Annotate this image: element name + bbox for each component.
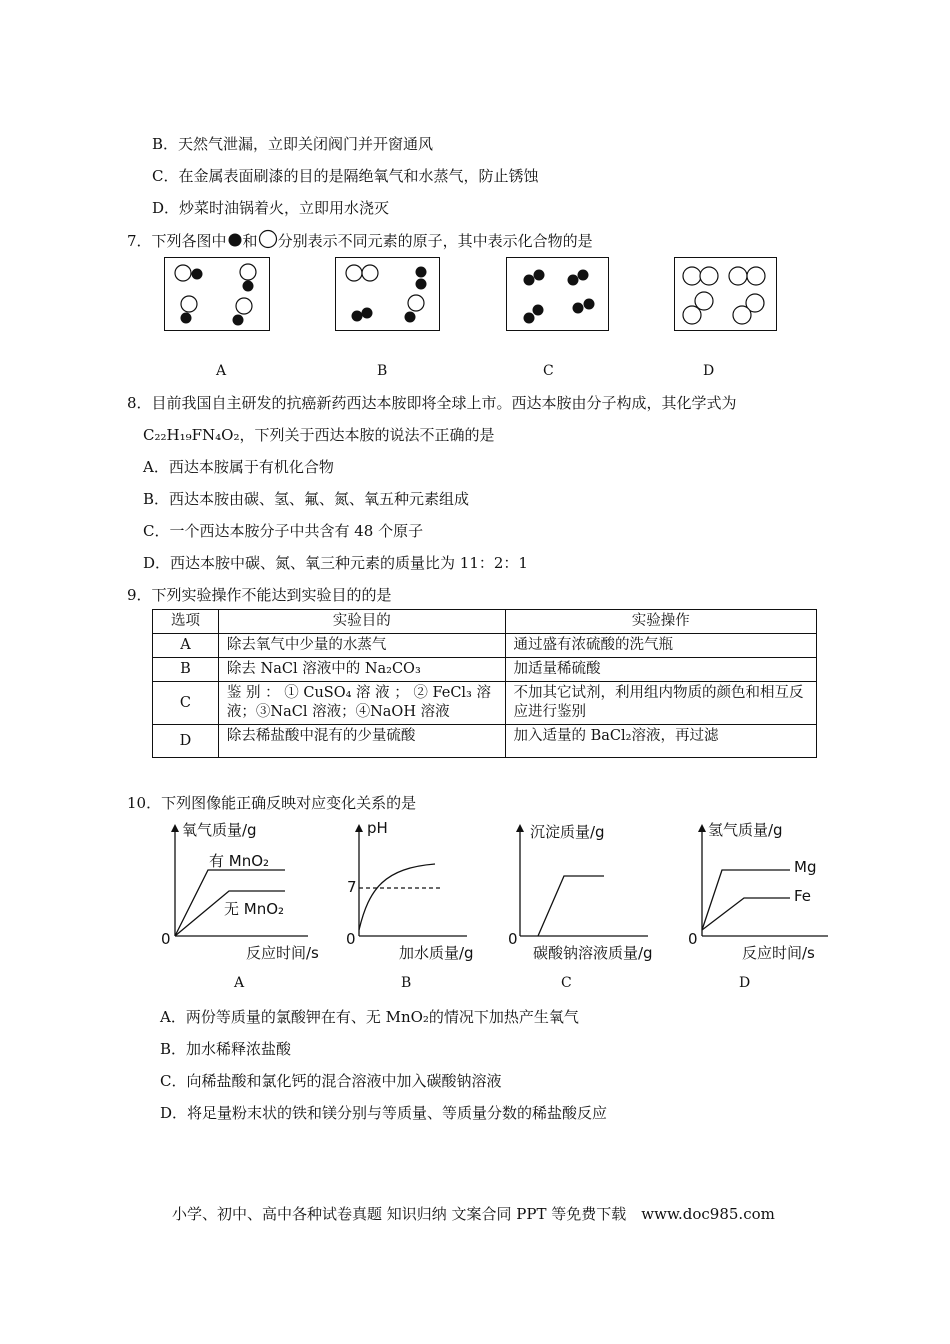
table-row xyxy=(153,725,817,758)
black-atom-icon xyxy=(227,232,243,248)
header-purpose: 实验目的 xyxy=(218,610,505,634)
q7-diagram-c xyxy=(506,257,609,331)
graph-a-xlabel: 反应时间/s xyxy=(246,944,319,962)
graph-d-letter: D xyxy=(739,975,751,991)
q7-diagram-a xyxy=(164,257,270,331)
q7-molecules-d xyxy=(675,258,776,330)
q7-molecules-a xyxy=(165,258,269,330)
row-b-purpose: 除去 NaCl 溶液中的 Na₂CO₃ xyxy=(218,658,505,682)
q6-option-b: B．天然气泄漏，立即关闭阀门并开窗通风 xyxy=(152,135,434,153)
header-option: 选项 xyxy=(153,610,219,634)
graph-c-ylabel: 沉淀质量/g xyxy=(530,823,605,841)
graph-d-line1: Mg xyxy=(794,858,817,876)
q8-option-d: D．西达本胺中碳、氮、氧三种元素的质量比为 11：2：1 xyxy=(143,554,528,572)
q6-option-c: C．在金属表面刷漆的目的是隔绝氧气和水蒸气，防止锈蚀 xyxy=(152,167,539,185)
table-header-row xyxy=(153,610,817,634)
graph-c-letter: C xyxy=(561,975,572,991)
row-d-option: D xyxy=(153,725,219,758)
graph-b-ylabel: pH xyxy=(367,819,388,837)
graph-a-letter: A xyxy=(234,975,245,991)
q7-label-d: D xyxy=(703,363,715,379)
page-footer: 小学、初中、高中各种试卷真题 知识归纳 文案合同 PPT 等免费下载 www.doc985.com xyxy=(172,1205,775,1223)
graph-d-xlabel: 反应时间/s xyxy=(742,944,815,962)
row-c-option: C xyxy=(153,682,219,725)
row-c-operation: 不加其它试剂，利用组内物质的颜色和相互反应进行鉴别 xyxy=(505,682,817,725)
graph-b-mark: 7 xyxy=(347,878,357,896)
q10-option-a: A．两份等质量的氯酸钾在有、无 MnO₂的情况下加热产生氧气 xyxy=(160,1008,579,1026)
graph-a-line2: 无 MnO₂ xyxy=(224,900,285,918)
table-row xyxy=(153,634,817,658)
graph-b-xlabel: 加水质量/g xyxy=(399,944,474,962)
row-a-operation: 通过盛有浓硫酸的洗气瓶 xyxy=(505,634,817,658)
q8-formula: C₂₂H₁₉FN₄O₂ xyxy=(143,426,240,444)
row-d-purpose: 除去稀盐酸中混有的少量硫酸 xyxy=(218,725,505,758)
graph-d-ylabel: 氢气质量/g xyxy=(708,821,783,839)
q10-option-d: D．将足量粉末状的铁和镁分别与等质量、等质量分数的稀盐酸反应 xyxy=(160,1104,608,1122)
graph-a-line1: 有 MnO₂ xyxy=(209,852,270,870)
q10-option-c: C．向稀盐酸和氯化钙的混合溶液中加入碳酸钠溶液 xyxy=(160,1072,502,1090)
row-c-purpose: 鉴 别 ： ① CuSO₄ 溶 液 ； ② FeCl₃ 溶液；③NaCl 溶液；④NaOH 溶液 xyxy=(218,682,505,725)
row-d-operation: 加入适量的 BaCl₂溶液，再过滤 xyxy=(505,725,817,758)
q7-stem-end: 分别表示不同元素的原子，其中表示化合物的是 xyxy=(277,232,593,250)
table-row xyxy=(153,658,817,682)
q10-stem: 10．下列图像能正确反映对应变化关系的是 xyxy=(127,794,417,812)
graph-d-origin: 0 xyxy=(688,930,698,948)
row-a-option: A xyxy=(153,634,219,658)
q7-label-c: C xyxy=(543,363,554,379)
q10-graph-b xyxy=(345,818,475,948)
q8-option-c: C．一个西达本胺分子中共含有 48 个原子 xyxy=(143,522,424,540)
q7-diagram-d xyxy=(674,257,777,331)
q7-label-b: B xyxy=(377,363,388,379)
q9-table xyxy=(152,609,817,758)
graph-b-letter: B xyxy=(401,975,412,991)
q7-diagram-b xyxy=(335,257,440,331)
graph-c-xlabel: 碳酸钠溶液质量/g xyxy=(533,944,653,962)
white-atom-icon xyxy=(258,229,278,249)
table-row xyxy=(153,682,817,725)
graph-b-origin: 0 xyxy=(346,930,356,948)
q8-option-b: B．西达本胺由碳、氢、氟、氮、氧五种元素组成 xyxy=(143,490,470,508)
q7-stem xyxy=(127,229,593,251)
q6-option-d: D．炒菜时油锅着火，立即用水浇灭 xyxy=(152,199,390,217)
q8-stem: 8．目前我国自主研发的抗癌新药西达本胺即将全球上市。西达本胺由分子构成，其化学式为 xyxy=(127,394,737,412)
graph-a-origin: 0 xyxy=(161,930,171,948)
q8-stem-line2 xyxy=(143,425,494,445)
graph-a-ylabel: 氧气质量/g xyxy=(182,821,257,839)
q7-molecules-b xyxy=(336,258,439,330)
q7-label-a: A xyxy=(216,363,227,379)
graph-c-origin: 0 xyxy=(508,930,518,948)
row-b-operation: 加适量稀硫酸 xyxy=(505,658,817,682)
q8-option-a: A．西达本胺属于有机化合物 xyxy=(143,458,334,476)
header-operation: 实验操作 xyxy=(505,610,817,634)
q8-stem-end: ，下列关于西达本胺的说法不正确的是 xyxy=(239,426,495,444)
q9-stem: 9．下列实验操作不能达到实验目的的是 xyxy=(127,586,392,604)
q7-stem-start: 7．下列各图中 xyxy=(127,232,227,250)
q7-molecules-c xyxy=(507,258,608,330)
q7-stem-mid: 和 xyxy=(242,232,258,250)
q10-option-b: B．加水稀释浓盐酸 xyxy=(160,1040,292,1058)
row-b-option: B xyxy=(153,658,219,682)
graph-d-line2: Fe xyxy=(794,887,812,905)
row-a-purpose: 除去氧气中少量的水蒸气 xyxy=(218,634,505,658)
